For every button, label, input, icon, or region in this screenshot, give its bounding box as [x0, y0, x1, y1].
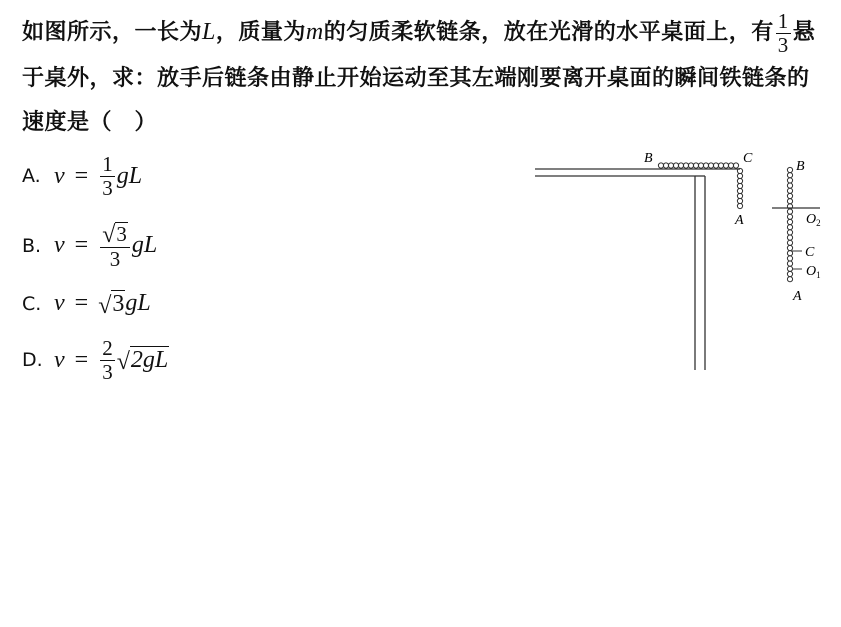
chain-link: [787, 251, 792, 256]
chain-link: [787, 209, 792, 214]
label-c-right: C: [805, 245, 815, 260]
chain-link: [658, 163, 663, 168]
option-d-v: v: [54, 346, 65, 373]
label-o2-main: O: [806, 212, 817, 227]
chain-link: [787, 219, 792, 224]
option-a-tail: gL: [116, 162, 143, 189]
option-c-formula: [54, 290, 151, 317]
option-d-num: 2: [102, 336, 113, 361]
chain-link: [787, 225, 792, 230]
chain-link: [787, 256, 792, 261]
option-d-den: 3: [102, 359, 113, 384]
question-part-4: 悬于桌外，求：放手后链条由静止开始运动至其左端刚要离开桌面的瞬间铁链条的速度是（ ）: [22, 19, 816, 135]
chain-link: [787, 266, 792, 271]
label-a-left: A: [735, 213, 744, 228]
chain-link: [733, 163, 738, 168]
option-b-den: 3: [109, 246, 121, 271]
chain-link: [787, 193, 792, 198]
option-c-eq: =: [74, 290, 89, 317]
chain-link: [678, 163, 683, 168]
label-o1: [806, 264, 821, 280]
chain-right-vertical: [787, 167, 792, 281]
chain-link: [787, 245, 792, 250]
label-c-left: C: [743, 151, 753, 166]
var-L: L: [202, 19, 216, 45]
option-a-v: v: [54, 162, 65, 189]
chain-link: [787, 167, 792, 172]
chain-link: [787, 173, 792, 178]
chain-link: [713, 163, 718, 168]
chain-link: [787, 235, 792, 240]
chain-on-table: [658, 163, 738, 168]
option-d-eq: =: [74, 346, 89, 373]
option-b-v: v: [54, 232, 65, 259]
chain-link: [728, 163, 733, 168]
option-b-num: [100, 222, 130, 247]
chain-link: [787, 199, 792, 204]
option-d-sqrt: √ 2gL: [116, 347, 169, 375]
chain-link: [787, 277, 792, 282]
chain-link: [787, 240, 792, 245]
option-b-sqrt: √ 3: [102, 221, 127, 248]
chain-link: [787, 271, 792, 276]
option-d[interactable]: [22, 330, 169, 390]
label-o2-sub: 2: [816, 218, 821, 228]
chain-link: [693, 163, 698, 168]
option-d-letter: D.: [22, 349, 43, 371]
option-c[interactable]: [22, 274, 151, 334]
label-o1-sub: 1: [816, 270, 821, 280]
chain-link: [663, 163, 668, 168]
chain-link: [737, 173, 742, 178]
chain-link: [737, 188, 742, 193]
question-part-1: 如图所示，一长为: [22, 19, 203, 45]
option-b-eq: =: [74, 232, 89, 259]
option-c-radicand: 3: [112, 291, 125, 318]
var-m: m: [305, 19, 324, 45]
option-a-eq: =: [74, 162, 89, 189]
fraction-numerator: 1: [777, 9, 789, 34]
option-d-radicand: 2gL: [130, 347, 169, 374]
chain-hanging: [737, 168, 742, 208]
option-d-formula: [54, 337, 169, 382]
question-part-3: 的匀质柔软链条，放在光滑的水平桌面上，有: [323, 19, 774, 45]
question-part-2: ，质量为: [215, 19, 306, 45]
chain-link: [737, 178, 742, 183]
option-a-letter: A.: [22, 165, 41, 187]
chain-link: [688, 163, 693, 168]
option-a-den: 3: [102, 175, 113, 200]
label-o1-main: O: [806, 264, 817, 279]
chain-link: [668, 163, 673, 168]
option-b-radicand: 3: [116, 222, 127, 247]
chain-link: [787, 261, 792, 266]
option-b[interactable]: [22, 216, 157, 276]
option-b-tail: gL: [131, 232, 158, 259]
chain-link: [787, 188, 792, 193]
option-a[interactable]: [22, 146, 142, 206]
label-a-right: A: [793, 289, 802, 304]
option-d-fraction: [100, 337, 115, 382]
label-b-right: B: [796, 159, 805, 174]
chain-link: [703, 163, 708, 168]
chain-link: [718, 163, 723, 168]
option-c-letter: C.: [22, 293, 42, 315]
chain-link: [673, 163, 678, 168]
option-b-formula: [54, 222, 157, 269]
option-c-sqrt: √ 3: [98, 291, 125, 319]
label-o2: [806, 212, 821, 228]
fraction-denominator: 3: [777, 32, 789, 57]
chain-link: [737, 203, 742, 208]
chain-link: [723, 163, 728, 168]
option-b-letter: B.: [22, 235, 42, 257]
option-c-tail: gL: [125, 290, 151, 317]
chain-link: [737, 193, 742, 198]
option-a-num: 1: [102, 152, 113, 177]
chain-link: [787, 230, 792, 235]
option-c-v: v: [54, 290, 65, 317]
question-text: [22, 10, 822, 144]
chain-link: [698, 163, 703, 168]
option-b-fraction: [100, 222, 130, 269]
chain-link: [737, 198, 742, 203]
chain-figure: [530, 140, 830, 375]
option-a-fraction: [100, 153, 115, 198]
chain-link: [787, 183, 792, 188]
label-b-left: B: [644, 151, 653, 166]
chain-link: [737, 183, 742, 188]
chain-link: [683, 163, 688, 168]
chain-link: [787, 178, 792, 183]
fraction-one-third: [776, 10, 791, 55]
chain-link: [787, 214, 792, 219]
chain-link: [708, 163, 713, 168]
option-a-formula: [54, 153, 142, 198]
